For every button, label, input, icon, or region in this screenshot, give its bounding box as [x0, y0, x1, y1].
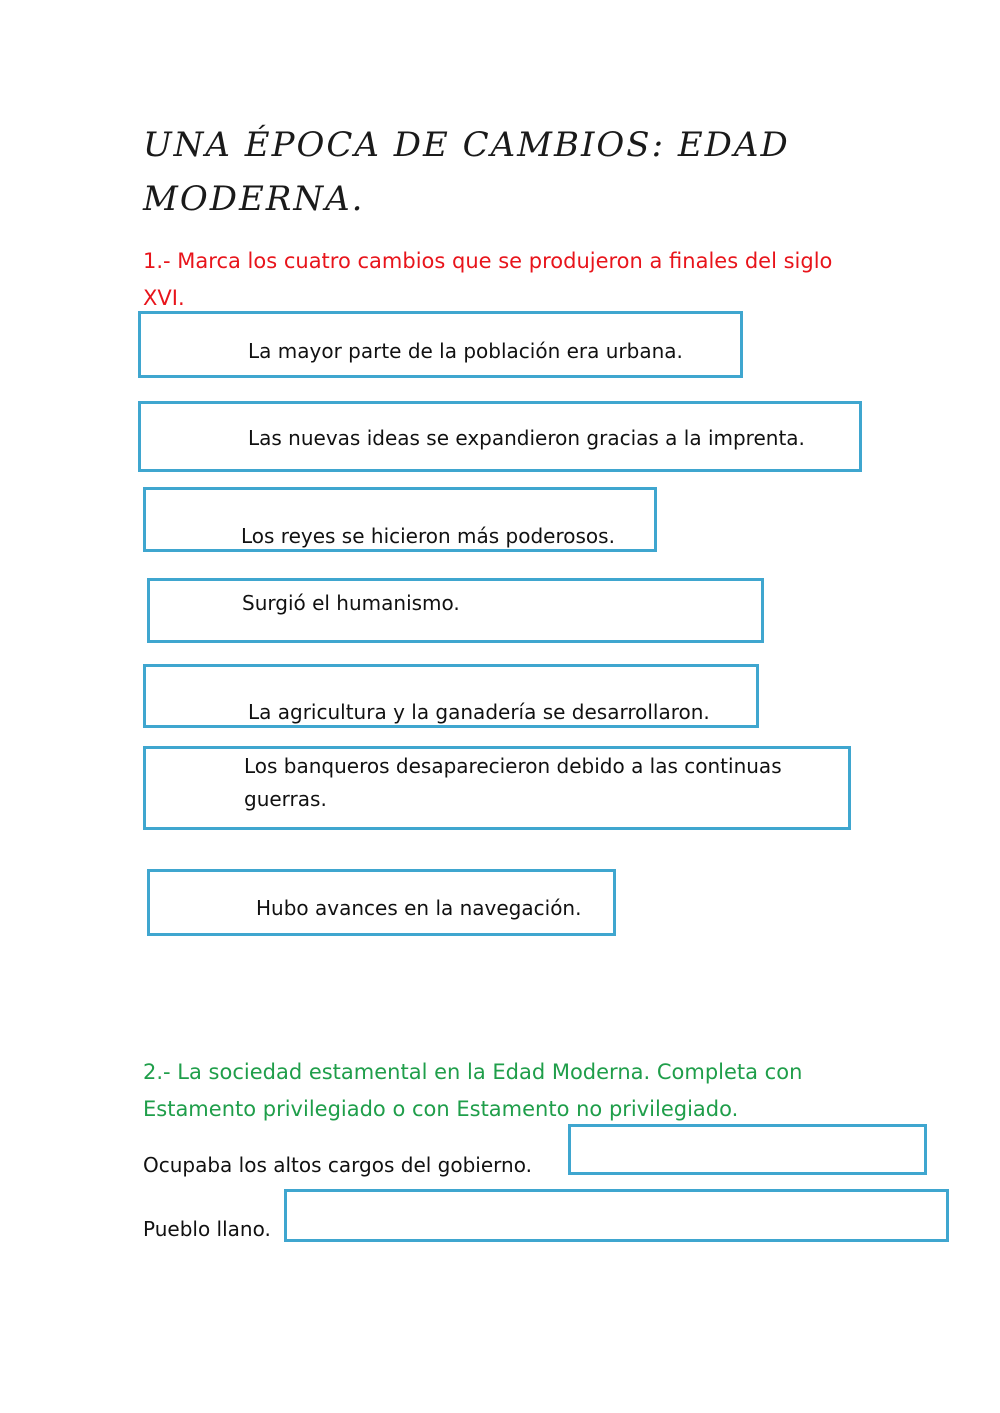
option-text-3: Los reyes se hicieron más poderosos. [241, 524, 615, 548]
question-2-prompt: 2.- La sociedad estamental en la Edad Moderna. Completa con Estamento privilegiado o con Estamento no privilegiado. [143, 1060, 803, 1121]
option-text-4: Surgió el humanismo. [242, 591, 460, 615]
item-1-label: Ocupaba los altos cargos del gobierno. [143, 1153, 532, 1177]
option-text-6: Los banqueros desaparecieron debido a las continuas guerras. [244, 754, 782, 811]
option-text-5: La agricultura y la ganadería se desarrollaron. [248, 700, 710, 724]
option-text-2: Las nuevas ideas se expandieron gracias a la imprenta. [248, 426, 805, 450]
page-title: UNA ÉPOCA DE CAMBIOS: EDAD MODERNA. [143, 125, 790, 219]
answer-field-1[interactable] [568, 1124, 927, 1175]
item-2-label: Pueblo llano. [143, 1217, 271, 1241]
question-1-prompt: 1.- Marca los cuatro cambios que se produjeron a finales del siglo XVI. [143, 249, 833, 310]
option-text-1: La mayor parte de la población era urbana. [248, 339, 683, 363]
answer-field-2[interactable] [284, 1189, 949, 1242]
option-text-7: Hubo avances en la navegación. [256, 896, 582, 920]
